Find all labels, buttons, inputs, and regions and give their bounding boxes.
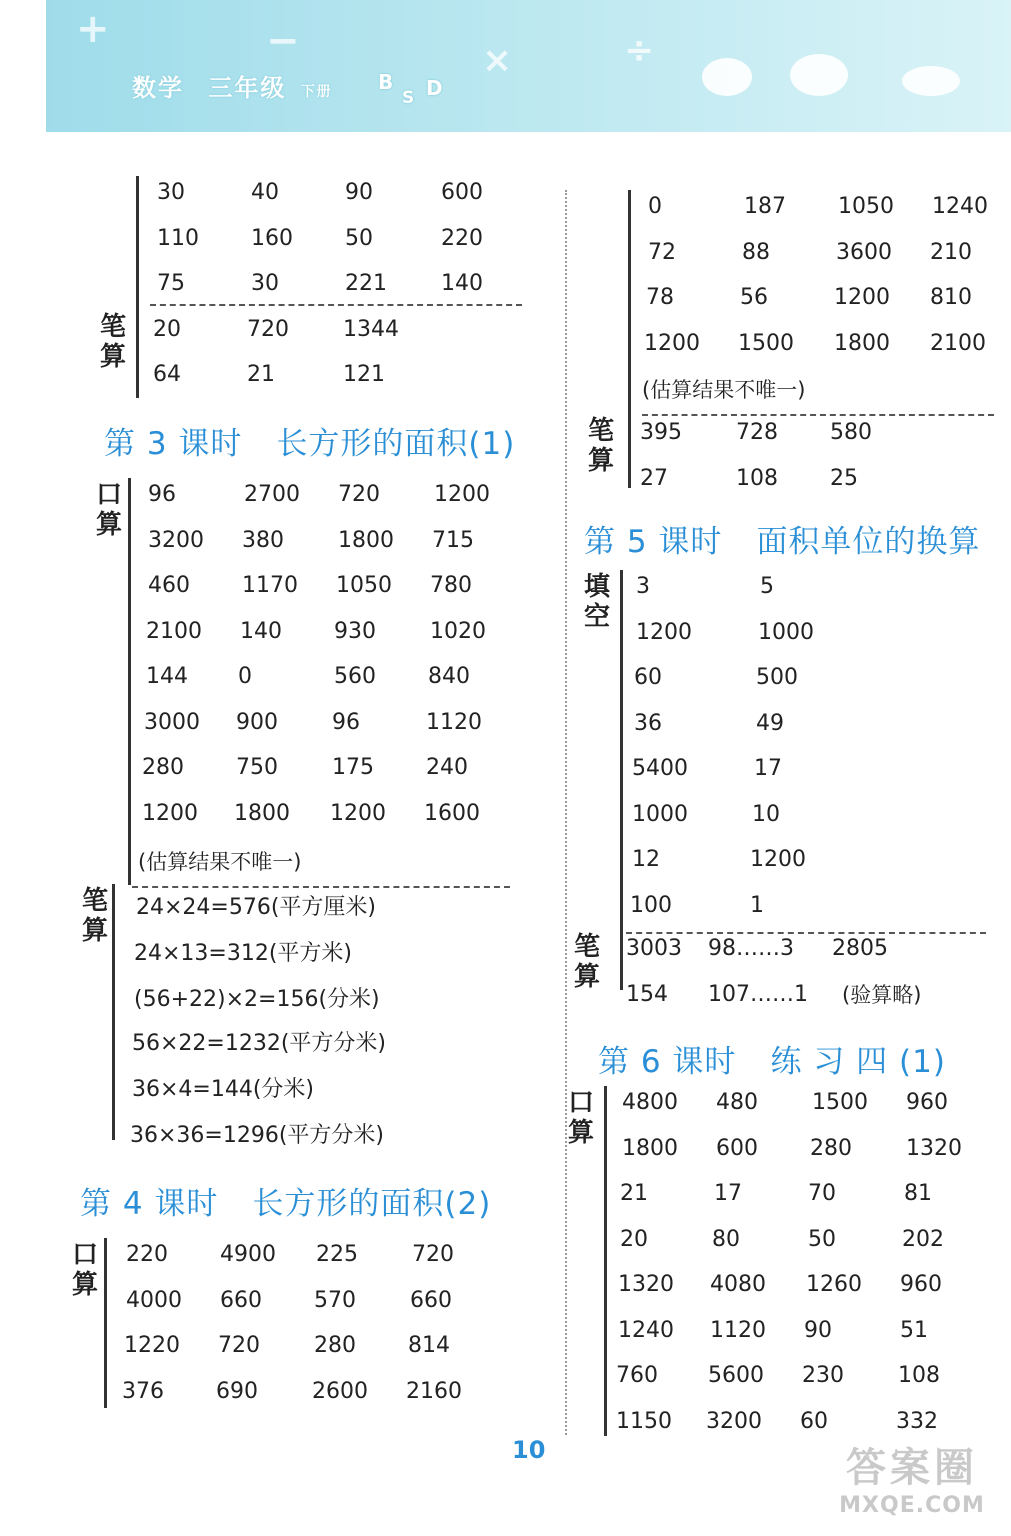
answer-cell: 1120 xyxy=(710,1317,766,1343)
answer-cell: 1020 xyxy=(430,618,486,644)
edition-letter-d: D xyxy=(426,76,443,100)
answer-row xyxy=(144,708,518,754)
answer-cell: 2700 xyxy=(244,482,300,507)
answer-cell: 2100 xyxy=(930,330,986,356)
answer-row xyxy=(648,283,998,329)
answer-cell: 570 xyxy=(314,1287,356,1313)
answer-cell: 221 xyxy=(345,271,387,296)
equation: 36×36=1296(平方分米) xyxy=(130,1123,385,1148)
answer-bracket xyxy=(104,1238,107,1408)
answer-cell: 110 xyxy=(157,225,199,251)
answer-row xyxy=(622,1134,992,1180)
equation: 56×22=1232(平方分米) xyxy=(132,1031,387,1056)
answer-cell: 1600 xyxy=(424,800,480,826)
lesson-6-title xyxy=(598,1036,946,1081)
answer-cell: 480 xyxy=(716,1090,758,1115)
answer-cell: 144 xyxy=(146,664,188,689)
answer-row xyxy=(636,572,876,618)
answer-cell: (验算略) xyxy=(842,982,922,1007)
answer-cell: 140 xyxy=(441,271,483,296)
answer-cell: 108 xyxy=(898,1363,940,1388)
answer-cell: 49 xyxy=(756,710,784,736)
answer-cell: 36 xyxy=(634,710,662,736)
answer-grid-lesson3 xyxy=(142,480,518,844)
answer-cell: 1200 xyxy=(644,330,700,356)
answer-cell: 280 xyxy=(142,755,184,780)
answer-row xyxy=(622,1225,992,1271)
answer-cell: 220 xyxy=(441,225,483,251)
cloud-icon xyxy=(702,58,752,96)
answer-cell: 600 xyxy=(441,180,483,205)
edition-letter-s: S xyxy=(402,88,415,108)
page-number: 10 xyxy=(512,1436,546,1464)
answer-cell: 225 xyxy=(316,1242,358,1267)
answer-cell: 4800 xyxy=(622,1090,678,1115)
answer-cell: 840 xyxy=(428,664,470,689)
answer-cell: 51 xyxy=(900,1317,928,1343)
answer-row xyxy=(636,618,876,664)
answer-cell: 1344 xyxy=(343,316,399,342)
answer-row xyxy=(636,709,876,755)
bisuan-grid-right-top xyxy=(640,418,990,509)
answer-cell: 100 xyxy=(630,892,672,918)
answer-cell: 1800 xyxy=(622,1135,678,1161)
lesson-3-title xyxy=(104,418,515,463)
answer-grid-left-top xyxy=(153,178,527,406)
minus-icon: − xyxy=(266,18,300,64)
answer-cell: 1240 xyxy=(932,194,988,219)
answer-cell: 50 xyxy=(808,1226,836,1252)
answer-cell: 10 xyxy=(752,801,780,827)
lesson-name: 长方形的面积(1) xyxy=(276,426,516,462)
answer-cell: 107……1 xyxy=(708,981,808,1007)
answer-cell: 230 xyxy=(802,1363,844,1388)
watermark-url: MXQE.COM xyxy=(839,1493,985,1518)
answer-row xyxy=(632,800,876,846)
equation: 24×24=576(平方厘米) xyxy=(136,895,377,920)
answer-row xyxy=(126,1240,496,1286)
answer-cell: 280 xyxy=(314,1333,356,1358)
answer-row xyxy=(640,464,990,510)
answer-cell: 1170 xyxy=(242,573,298,598)
answer-row xyxy=(622,1179,992,1225)
answer-cell: 1800 xyxy=(338,527,394,553)
answer-cell: 3003 xyxy=(626,936,682,961)
answer-cell: 2160 xyxy=(406,1378,462,1404)
answer-cell: 2600 xyxy=(312,1378,368,1404)
answer-row xyxy=(142,799,518,845)
answer-cell: 90 xyxy=(804,1317,832,1343)
answer-cell: 210 xyxy=(930,239,972,265)
answer-cell: 240 xyxy=(426,755,468,780)
divide-icon: ÷ xyxy=(624,30,655,71)
answer-cell: 720 xyxy=(247,316,289,342)
answer-cell: 728 xyxy=(736,420,778,445)
answer-cell: 1500 xyxy=(812,1090,868,1115)
answer-row xyxy=(626,980,976,1026)
equation: 36×4=144(分米) xyxy=(132,1077,315,1102)
answer-cell: 96 xyxy=(148,482,176,507)
column-divider xyxy=(565,190,567,1435)
label-tiankong: 填空 xyxy=(583,572,610,632)
answer-cell: 0 xyxy=(238,664,252,689)
answer-row xyxy=(148,617,518,663)
answer-cell: 376 xyxy=(122,1378,164,1404)
answer-cell: 202 xyxy=(902,1226,944,1252)
answer-cell: 175 xyxy=(332,755,374,780)
watermark-logo xyxy=(827,1436,997,1528)
answer-cell: 1150 xyxy=(616,1408,672,1434)
answer-cell: 56 xyxy=(740,285,768,310)
label-kousuan: 口算 xyxy=(567,1088,594,1148)
answer-cell: 0 xyxy=(648,194,662,219)
answer-cell: 96 xyxy=(332,709,360,735)
answer-cell: 1 xyxy=(750,892,764,918)
edition-letter-b: B xyxy=(378,70,394,94)
answer-bracket xyxy=(628,190,631,488)
lesson-name: 练 习 四 (1) xyxy=(770,1044,946,1080)
answer-cell: 187 xyxy=(744,194,786,219)
dashed-separator xyxy=(132,886,510,888)
label-kousuan: 口算 xyxy=(71,1240,98,1300)
answer-cell: 3600 xyxy=(836,239,892,265)
answer-cell: 1320 xyxy=(618,1272,674,1297)
answer-cell: 60 xyxy=(800,1408,828,1434)
answer-cell: 960 xyxy=(900,1272,942,1297)
answer-cell: 930 xyxy=(334,618,376,644)
answer-row xyxy=(126,1286,496,1332)
label-bisuan: 笔算 xyxy=(81,886,108,946)
answer-row xyxy=(157,178,527,224)
answer-cell: 70 xyxy=(808,1181,836,1206)
answer-cell: 690 xyxy=(216,1378,258,1404)
answer-cell: 3 xyxy=(636,574,650,599)
answer-cell: 88 xyxy=(742,239,770,265)
header-title xyxy=(132,68,333,103)
answer-cell: 900 xyxy=(236,709,278,735)
answer-cell: 3200 xyxy=(706,1408,762,1434)
times-icon: × xyxy=(482,40,513,81)
answer-row xyxy=(153,360,527,406)
answer-cell: 4000 xyxy=(126,1287,182,1313)
answer-row xyxy=(644,329,998,375)
answer-cell: 5600 xyxy=(708,1363,764,1388)
answer-cell: 720 xyxy=(412,1242,454,1267)
cloud-icon xyxy=(790,54,848,96)
answer-cell: 332 xyxy=(896,1408,938,1434)
answer-cell: 1200 xyxy=(834,285,890,310)
answer-row xyxy=(648,192,998,238)
estimate-note: (估算结果不唯一) xyxy=(138,850,302,874)
answer-cell: 280 xyxy=(810,1135,852,1161)
answer-cell: 395 xyxy=(640,420,682,445)
answer-cell: 810 xyxy=(930,285,972,310)
answer-bracket xyxy=(136,176,139,398)
answer-row xyxy=(148,571,518,617)
equation: (56+22)×2=156(分米) xyxy=(134,987,380,1012)
answer-cell: 1000 xyxy=(758,619,814,645)
answer-cell: 720 xyxy=(218,1333,260,1358)
answer-cell: 108 xyxy=(736,465,778,491)
lesson-number: 第 4 课时 xyxy=(80,1186,219,1222)
answer-cell: 154 xyxy=(626,981,668,1007)
answer-row xyxy=(616,1361,992,1407)
answer-cell: 715 xyxy=(432,527,474,553)
answer-cell: 12 xyxy=(632,847,660,872)
answer-row xyxy=(157,269,527,315)
answer-cell: 17 xyxy=(754,756,782,781)
answer-row xyxy=(142,753,518,799)
answer-cell: 780 xyxy=(430,573,472,598)
answer-cell: 20 xyxy=(153,316,181,342)
answer-row xyxy=(126,1331,496,1377)
answer-bracket xyxy=(620,570,623,990)
lesson-number: 第 6 课时 xyxy=(598,1044,737,1080)
lesson-name: 长方形的面积(2) xyxy=(252,1186,492,1222)
equation: 24×13=312(平方米) xyxy=(134,941,353,966)
lesson-number: 第 3 课时 xyxy=(104,426,243,462)
answer-cell: 1200 xyxy=(142,800,198,826)
answer-cell: 75 xyxy=(157,271,185,296)
answer-row xyxy=(648,238,998,284)
answer-row xyxy=(622,1088,992,1134)
answer-cell: 960 xyxy=(906,1090,948,1115)
answer-cell: 1200 xyxy=(434,482,490,507)
answer-cell: 21 xyxy=(620,1181,648,1206)
answer-cell: 3000 xyxy=(144,709,200,735)
answer-cell: 560 xyxy=(334,664,376,689)
answer-cell: 1120 xyxy=(426,709,482,735)
answer-cell: 1050 xyxy=(838,194,894,219)
answer-cell: 50 xyxy=(345,225,373,251)
answer-cell: 580 xyxy=(830,420,872,445)
answer-row xyxy=(148,662,518,708)
answer-row xyxy=(630,891,876,937)
answer-cell: 17 xyxy=(714,1181,742,1206)
answer-cell: 1200 xyxy=(330,800,386,826)
answer-grid-right-top xyxy=(644,192,998,374)
answer-cell: 380 xyxy=(242,527,284,553)
label-bisuan: 笔算 xyxy=(587,416,614,476)
dashed-separator xyxy=(642,414,994,416)
lesson-4-title xyxy=(80,1178,491,1223)
answer-row xyxy=(122,1377,496,1423)
answer-cell: 81 xyxy=(904,1181,932,1206)
answer-grid-lesson4 xyxy=(122,1240,496,1422)
answer-cell: 460 xyxy=(148,573,190,598)
answer-cell: 1320 xyxy=(906,1135,962,1161)
answer-cell: 25 xyxy=(830,465,858,491)
label-kousuan: 口算 xyxy=(95,480,122,540)
answer-row xyxy=(632,754,876,800)
lesson-5-title xyxy=(584,516,980,561)
lesson-number: 第 5 课时 xyxy=(584,524,723,560)
answer-cell: 30 xyxy=(251,271,279,296)
answer-cell: 1260 xyxy=(806,1272,862,1297)
answer-cell: 720 xyxy=(338,482,380,507)
answer-cell: 3200 xyxy=(148,527,204,553)
label-bisuan: 笔算 xyxy=(99,312,126,372)
label-bisuan: 笔算 xyxy=(573,932,600,992)
answer-cell: 600 xyxy=(716,1135,758,1161)
answer-cell: 4080 xyxy=(710,1272,766,1297)
answer-cell: 30 xyxy=(157,180,185,205)
answer-cell: 1000 xyxy=(632,801,688,827)
lesson-name: 面积单位的换算 xyxy=(756,524,981,560)
answer-cell: 90 xyxy=(345,180,373,205)
subject: 数学 xyxy=(132,74,184,102)
answer-cell: 60 xyxy=(634,665,662,690)
answer-cell: 27 xyxy=(640,465,668,491)
answer-cell: 660 xyxy=(410,1287,452,1313)
answer-row xyxy=(618,1270,992,1316)
answer-bracket xyxy=(604,1086,607,1436)
answer-cell: 4900 xyxy=(220,1242,276,1267)
answer-cell: 1800 xyxy=(834,330,890,356)
answer-cell: 750 xyxy=(236,755,278,780)
answer-cell: 1200 xyxy=(636,619,692,645)
answer-cell: 78 xyxy=(646,285,674,310)
watermark-title: 答案圈 xyxy=(846,1445,978,1491)
answer-cell: 40 xyxy=(251,180,279,205)
answer-cell: 220 xyxy=(126,1242,168,1267)
answer-cell: 1240 xyxy=(618,1317,674,1343)
answer-grid-lesson6 xyxy=(616,1088,992,1452)
answer-row xyxy=(640,418,990,464)
answer-row xyxy=(153,315,527,361)
answer-cell: 760 xyxy=(616,1363,658,1388)
bisuan-grid-lesson5 xyxy=(626,934,976,1025)
answer-cell: 121 xyxy=(343,362,385,387)
answer-cell: 80 xyxy=(712,1226,740,1252)
answer-cell: 2805 xyxy=(832,936,888,961)
answer-row xyxy=(148,480,518,526)
answer-cell: 1200 xyxy=(750,847,806,872)
answer-row xyxy=(636,663,876,709)
answer-cell: 72 xyxy=(648,239,676,265)
answer-cell: 140 xyxy=(240,618,282,644)
answer-row xyxy=(618,1316,992,1362)
answer-cell: 1500 xyxy=(738,330,794,356)
header-banner xyxy=(46,0,1011,132)
answer-cell: 1800 xyxy=(234,800,290,826)
term: 下册 xyxy=(300,84,333,100)
answer-row xyxy=(157,224,527,270)
answer-cell: 20 xyxy=(620,1226,648,1252)
answer-cell: 814 xyxy=(408,1333,450,1358)
answer-cell: 2100 xyxy=(146,618,202,644)
answer-cell: 98……3 xyxy=(708,936,794,961)
grade: 三年级 xyxy=(208,74,287,102)
plus-icon: + xyxy=(76,6,110,52)
answer-cell: 64 xyxy=(153,362,181,387)
estimate-note: (估算结果不唯一) xyxy=(642,378,806,402)
answer-cell: 21 xyxy=(247,362,275,387)
cloud-icon xyxy=(902,66,960,96)
answer-cell: 5 xyxy=(760,574,774,599)
answer-row xyxy=(148,526,518,572)
answer-bracket xyxy=(112,884,115,1140)
answer-cell: 500 xyxy=(756,665,798,690)
answer-cell: 1220 xyxy=(124,1333,180,1358)
answer-cell: 660 xyxy=(220,1287,262,1313)
answer-row xyxy=(626,934,976,980)
answer-grid-lesson5 xyxy=(630,572,876,936)
answer-bracket xyxy=(128,478,131,885)
answer-cell: 160 xyxy=(251,225,293,251)
answer-cell: 1050 xyxy=(336,573,392,598)
answer-row xyxy=(632,845,876,891)
answer-cell: 5400 xyxy=(632,756,688,781)
